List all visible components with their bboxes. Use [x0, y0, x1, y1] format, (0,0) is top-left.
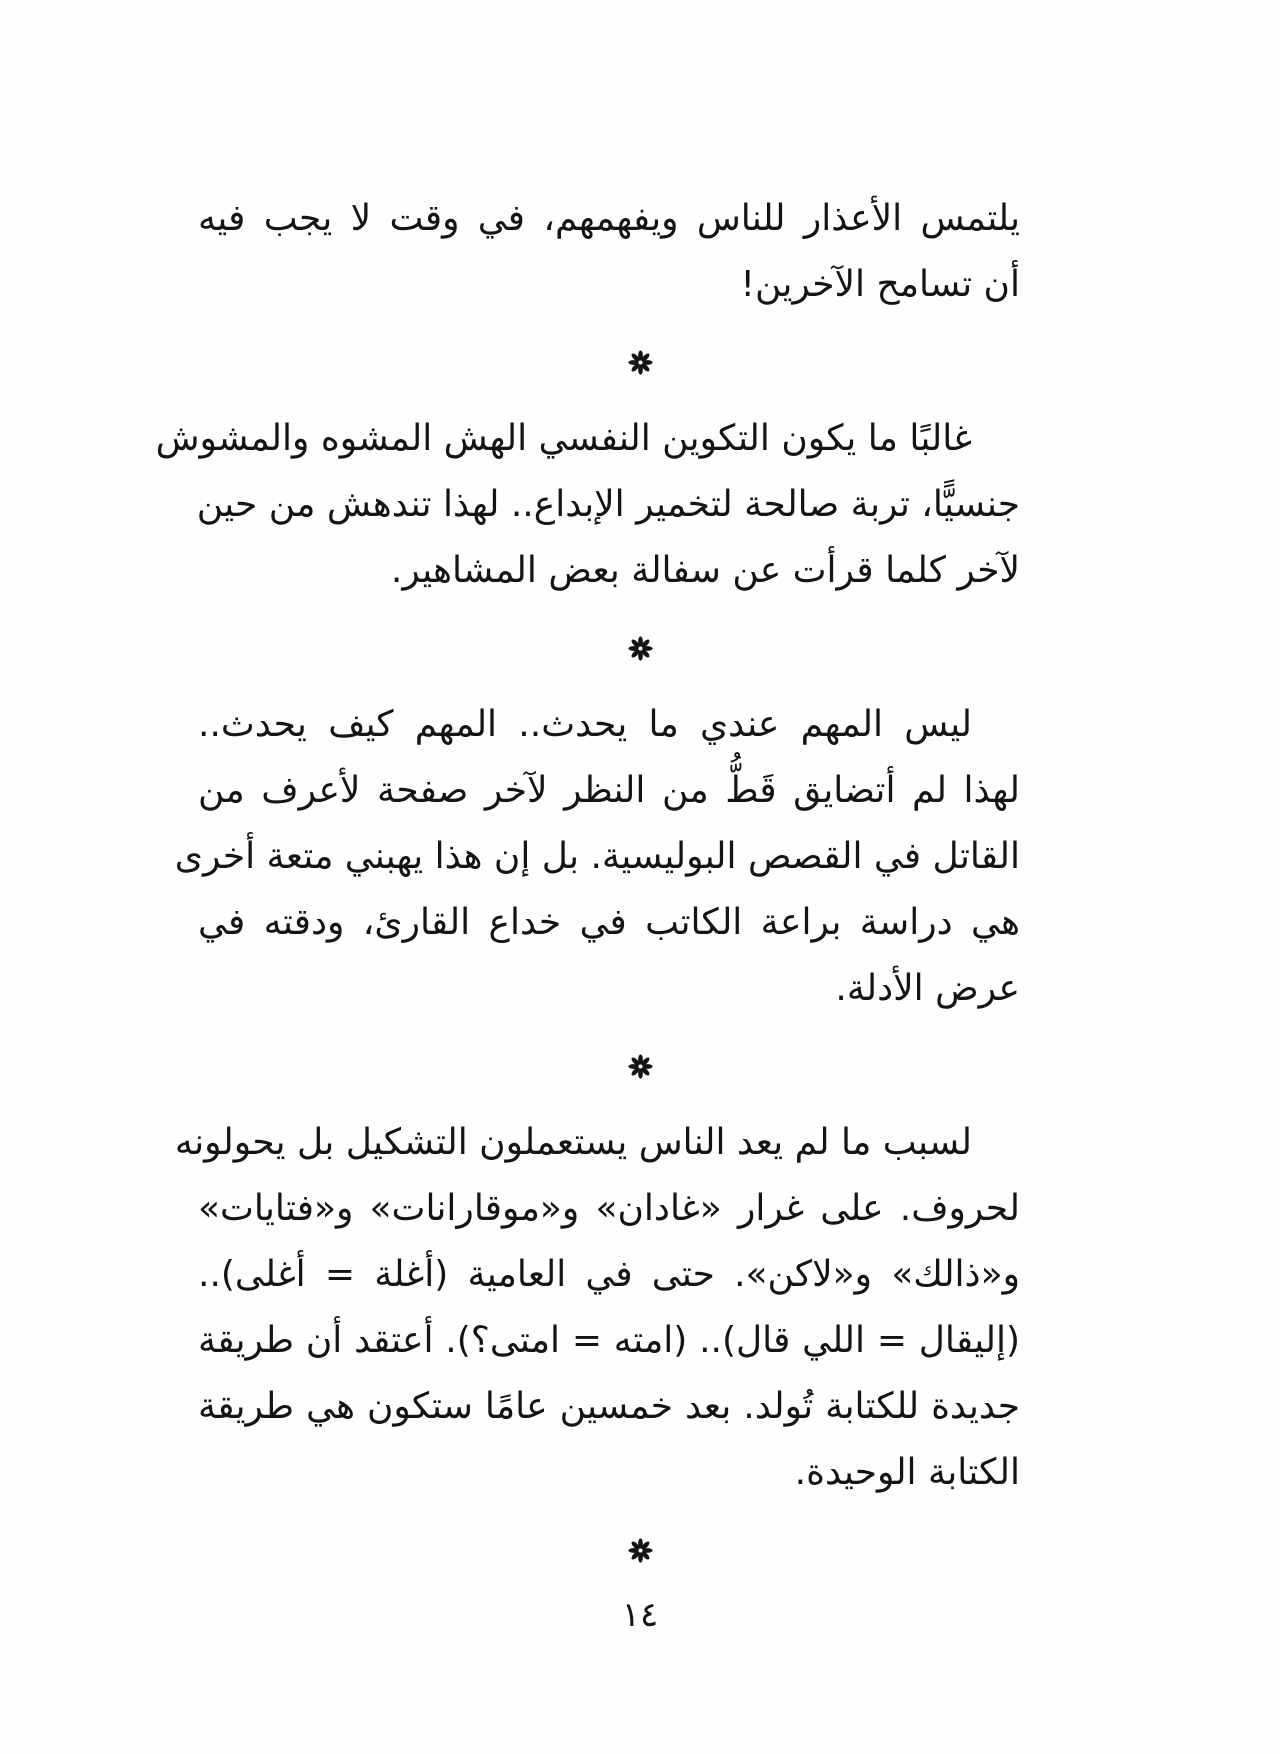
text-line: يلتمس الأعذار للناس ويفهمهم، في وقت لا يجب فيه [198, 198, 1020, 239]
text-line: لسبب ما لم يعد الناس يستعملون التشكيل بل يحولونه [174, 1122, 972, 1163]
section-separator [0, 1506, 1280, 1594]
text-line: أن تسامح الآخرين! [740, 264, 1020, 305]
text-line: لحروف. على غرار «غادان» و«موقارانات» و«فتايات» [198, 1188, 1020, 1229]
text-line: و«ذالك» و«لاكن». حتى في العامية (أغلة = أغلى).. [198, 1254, 1020, 1295]
paragraph [0, 406, 1280, 604]
text-line: القاتل في القصص البوليسية. بل إن هذا يهبني متعة أخرى [174, 836, 1020, 877]
text-line: عرض الأدلة. [835, 968, 1020, 1009]
text-line: هي دراسة براعة الكاتب في خداع القارئ، ودقته في [198, 902, 1020, 943]
text-line: لآخر كلما قرأت عن سفالة بعض المشاهير. [390, 550, 1020, 591]
page-number: ١٤ [621, 1595, 659, 1635]
asterisk-separator-icon [627, 1537, 654, 1564]
asterisk-separator-icon [627, 635, 654, 662]
text-line: جديدة للكتابة تُولد. بعد خمسين عامًا ستكون هي طريقة [198, 1386, 1020, 1427]
paragraph [0, 1110, 1280, 1506]
text-line: (إليقال = اللي قال).. (امته = امتى؟). أعتقد أن طريقة [198, 1320, 1020, 1361]
section-separator [0, 318, 1280, 406]
asterisk-separator-icon [627, 349, 654, 376]
asterisk-separator-icon [627, 1053, 654, 1080]
text-line: لهذا لم أتضايق قَطُّ من النظر لآخر صفحة لأعرف من [198, 770, 1020, 811]
paragraph [0, 186, 1280, 318]
text-line: ليس المهم عندي ما يحدث.. المهم كيف يحدث.. [198, 704, 972, 745]
section-separator [0, 1022, 1280, 1110]
page-content [0, 186, 1280, 1594]
paragraph [0, 692, 1280, 1022]
text-line: جنسيًّا، تربة صالحة لتخمير الإبداع.. لهذا تندهش من حين [196, 484, 1020, 525]
text-line: الكتابة الوحيدة. [794, 1452, 1020, 1493]
section-separator [0, 604, 1280, 692]
text-line: غالبًا ما يكون التكوين النفسي الهش المشوه والمشوش [155, 418, 972, 459]
